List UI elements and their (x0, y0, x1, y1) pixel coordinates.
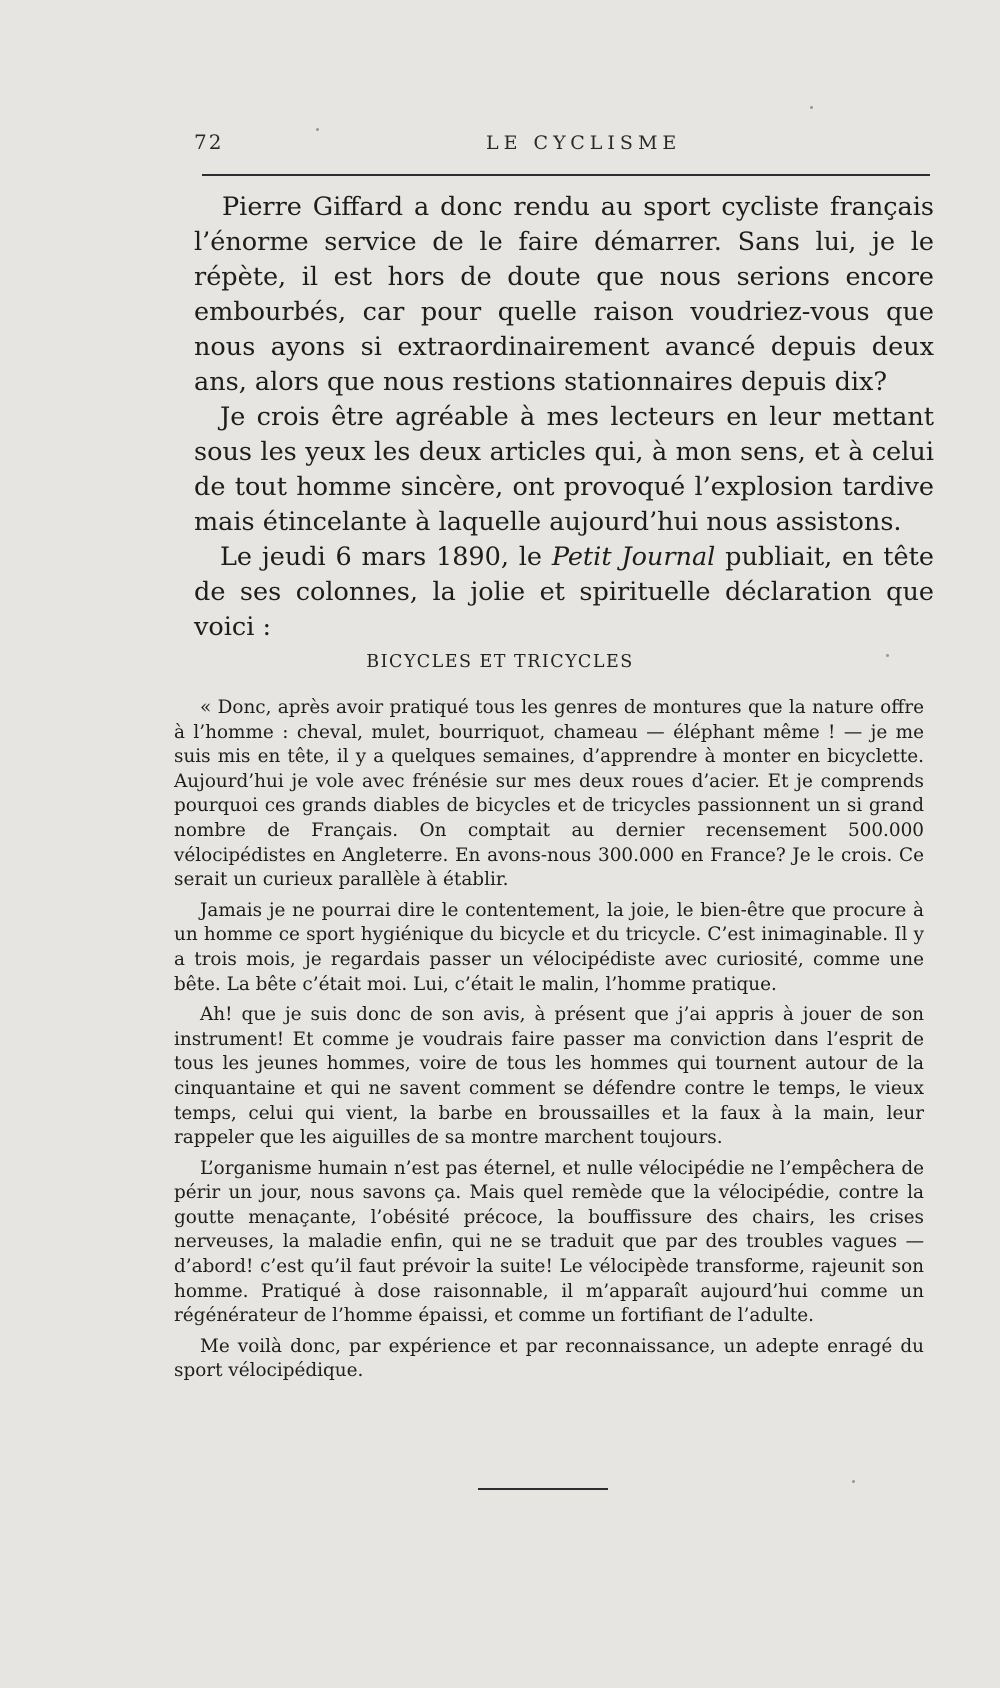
newspaper-title: Petit Journal (551, 542, 716, 572)
body-paragraph: Je crois être agréable à mes lecteurs en leur mettant sous les yeux les deux articles qui, à mon sens, et à celui de tout homme sincère, ont provoqué l’explosion tardive mais étincelante à laquelle aujourd’hui nous assistons. (194, 402, 934, 537)
quote-paragraph: Ah! que je suis donc de son avis, à présent que j’ai appris à jouer de son instrument! Et comme je voudrais faire passer ma conviction dans l’esprit de tous les jeunes hommes, voire de tous les hommes qui tournent autour de la cinquantaine et qui ne savent comment se défendre contre le temps, le vieux temps, celui qui vient, la barbe en broussailles et la faux à la main, leur rappeler que les aiguilles de sa montre marchent toujours. (174, 1004, 924, 1149)
paper-speck (810, 106, 813, 109)
end-rule (478, 1488, 608, 1490)
page-number: 72 (194, 130, 224, 154)
quote-paragraph: « Donc, après avoir pratiqué tous les genres de montures que la nature offre à l’homme : cheval, mulet, bourriquot, chameau — éléphant même ! — je me suis mis en tête, il y a quelques semaines, d’apprendre à monter en bicyclette. Aujourd’hui je vole avec frénésie sur mes deux roues d’acier. Et je comprends pourquoi ces grands diables de bicycles et de tricycles passionnent un si grand nombre de Français. On comptait au dernier recensement 500.000 vélocipédistes en Angleterre. En avons-nous 300.000 en France? Je le crois. Ce serait un curieux parallèle à établir. (174, 697, 924, 891)
body-paragraph: Pierre Giffard a donc rendu au sport cycliste français l’énorme service de le faire démarrer. Sans lui, je le répète, il est hors de doute que nous serions encore embourbés, car pour quelle raison voudriez-vous que nous ayons si extraordinairement avancé depuis deux ans, alors que nous restions stationnaires depuis dix? (194, 192, 934, 397)
paper-speck (316, 128, 319, 131)
quote-paragraph: Me voilà donc, par expérience et par reconnaissance, un adepte enragé du sport vélocipédique. (174, 1335, 924, 1382)
header-rule (202, 174, 930, 176)
running-title: LE CYCLISME (486, 132, 682, 154)
paper-speck (886, 654, 889, 657)
body-paragraph-intro (194, 540, 934, 645)
intro-text-before: Le jeudi 6 mars 1890, le (220, 542, 552, 572)
article-title: BICYCLES ET TRICYCLES (366, 652, 634, 672)
quote-paragraph: Jamais je ne pourrai dire le contentement, la joie, le bien-être que procure à un homme ce sport hygiénique du bicycle et du tricycle. C’est inimaginable. Il y a trois mois, je regardais passer un vélocipédiste avec curiosité, comme une bête. La bête c’était moi. Lui, c’était le malin, l’homme pratique. (174, 899, 924, 995)
main-text (194, 190, 934, 645)
intro-text-after: publiait, en tête de ses colonnes, la jolie et spirituelle déclaration que voici : (194, 542, 934, 642)
quoted-article (174, 696, 924, 1390)
quote-paragraph: L’organisme humain n’est pas éternel, et nulle vélocipédie ne l’empêchera de périr un jour, nous savons ça. Mais quel remède que la vélocipédie, contre la goutte menaçante, l’obésité précoce, la bouffissure des chairs, les crises nerveuses, la maladie enfin, qui ne se traduit que par des troubles vagues — d’abord! c’est qu’il faut prévoir la suite! Le vélocipède transforme, rajeunit son homme. Pratiqué à dose raisonnable, il m’apparaît aujourd’hui comme un régénérateur de l’homme épaissi, et comme un fortifiant de l’adulte. (174, 1157, 924, 1327)
paper-speck (852, 1480, 855, 1483)
